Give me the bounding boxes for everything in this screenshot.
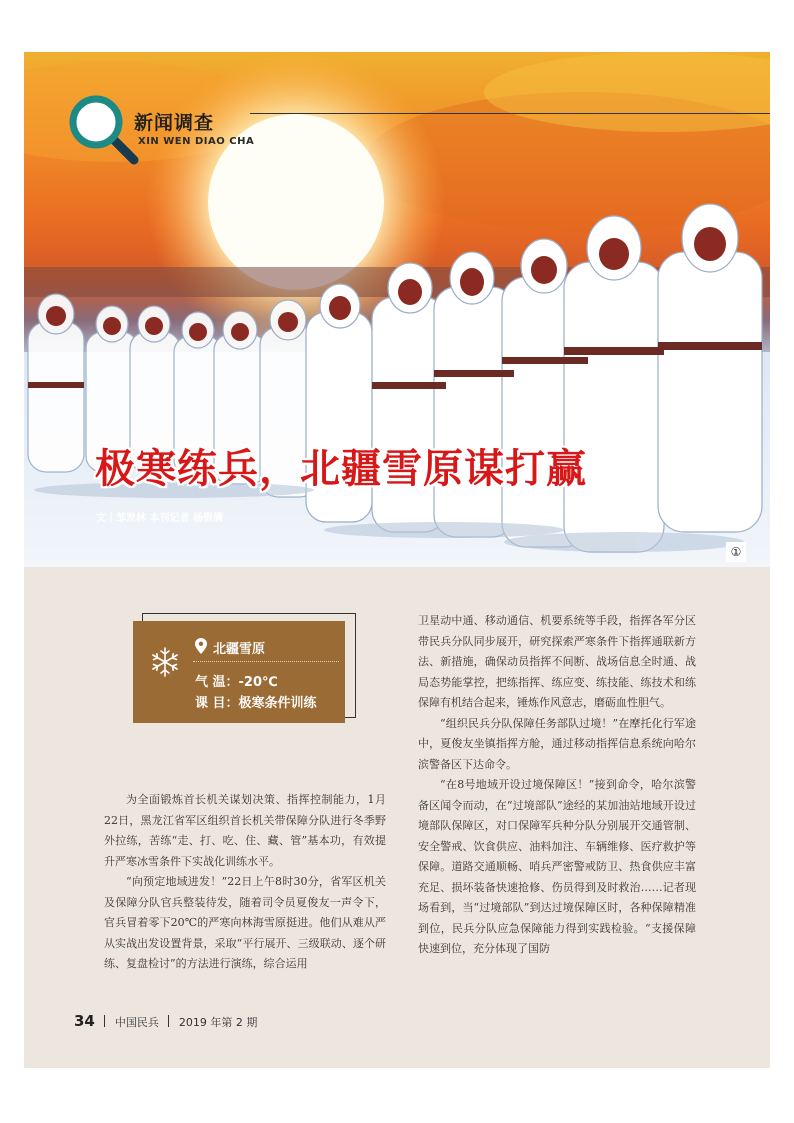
body-column-left xyxy=(104,790,386,975)
paragraph: 为全面锻炼首长机关谋划决策、指挥控制能力，1月22日，黑龙江省军区组织首长机关带保障分队进行冬季野外拉练，苦练“走、打、吃、住、藏、管”基本功，有效提升严寒冰雪条件下实战化训练水平。 xyxy=(104,793,386,868)
info-location: 北疆雪原 xyxy=(213,642,266,657)
page-number: 34 xyxy=(74,1012,95,1030)
paragraph: “向预定地域进发！”22日上午8时30分，省军区机关及保障分队官兵整装待发，随着司令员夏俊友一声令下，官兵冒着零下20℃的严寒向林海雪原挺进。他们从难从严从实战出发设置背景，采取“平行展开、三级联动、逐个研练、复盘检讨”的方法进行演练，综合运用 xyxy=(104,875,386,970)
paragraph: “组织民兵分队保障任务部队过境！”在摩托化行军途中，夏俊友坐镇指挥方舱，通过移动指挥信息系统向哈尔滨警备区下达命令。 xyxy=(418,716,696,771)
byline: 文｜邹发林 本刊记者 杨银满 xyxy=(96,513,223,524)
photo-number: ① xyxy=(726,542,746,562)
article-headline: 极寒练兵，北疆雪原谋打赢 xyxy=(95,446,587,492)
section-rule xyxy=(250,113,770,114)
magazine-name: 中国民兵 xyxy=(114,1016,159,1029)
footer-divider xyxy=(168,1015,169,1027)
issue-label: 2019 年第 2 期 xyxy=(178,1016,258,1029)
footer-divider xyxy=(104,1015,105,1027)
section-subtitle: XIN WEN DIAO CHA xyxy=(138,136,255,147)
section-title: 新闻调查 xyxy=(134,112,215,134)
magnifying-glass-icon xyxy=(68,94,140,166)
info-subject: 课 目：极寒条件训练 xyxy=(195,696,317,711)
paragraph: 卫星动中通、移动通信、机要系统等手段，指挥各军分区带民兵分队同步展开，研究探索严寒条件下指挥通联新方法、新措施，确保动员指挥不间断、战场信息全时通、战局态势能掌控，把练指挥、练应变、练技能、练技术和练保障有机结合起来，锤炼作风意志，磨砺血性胆气。 xyxy=(418,614,696,709)
page-footer xyxy=(74,1012,257,1030)
location-pin-icon xyxy=(195,638,207,654)
info-temperature: 气 温：-20℃ xyxy=(195,675,278,690)
info-divider xyxy=(193,661,339,662)
paragraph: “在8号地域开设过境保障区！”接到命令，哈尔滨警备区闻令而动，在“过境部队”途经的某加油站地域开设过境部队保障区，对口保障军兵种分队分别展开交通管制、安全警戒、饮食供应、油料加注、车辆维修、医疗救护等保障。道路交通顺畅、哨兵严密警戒防卫、热食供应丰富充足、损坏装备快速抢修、伤员得到及时救治……记者现场看到，当“过境部队”到达过境保障区时，各种保障精准到位，民兵分队应急保障能力得到实践检验。“支援保障快速到位，充分体现了国防 xyxy=(418,778,696,955)
body-column-right xyxy=(418,611,696,960)
snowflake-icon xyxy=(149,646,181,678)
info-box xyxy=(133,621,345,723)
